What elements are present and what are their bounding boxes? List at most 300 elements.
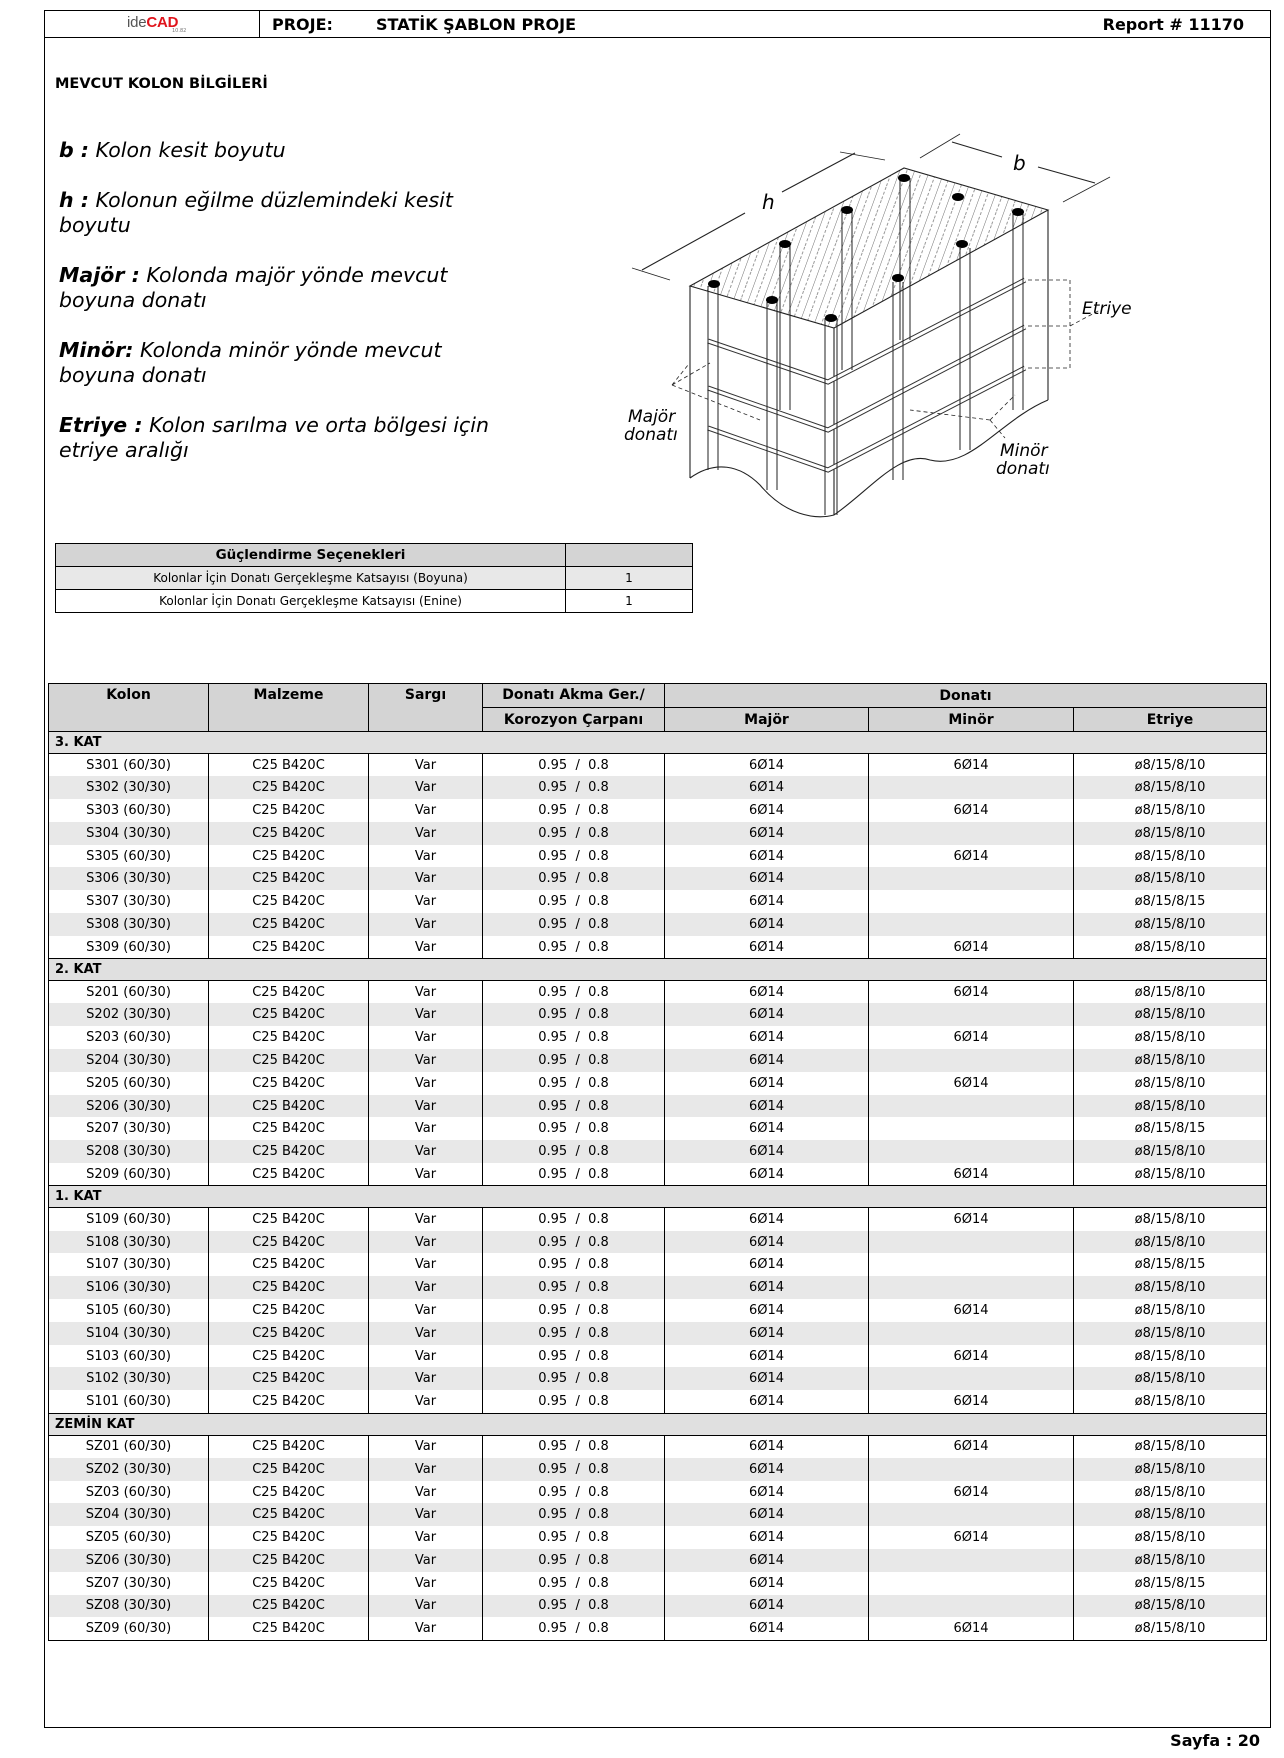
cell-minor (869, 1049, 1074, 1072)
project-name: STATİK ŞABLON PROJE (376, 14, 576, 34)
cell-major: 6Ø14 (665, 1049, 869, 1072)
cell-sargi: Var (369, 1367, 483, 1390)
cell-etriye: ø8/15/8/10 (1074, 845, 1267, 868)
cell-etriye: ø8/15/8/15 (1074, 1117, 1267, 1140)
cell-malzeme: C25 B420C (209, 1595, 369, 1618)
options-row (56, 567, 693, 590)
col-header-kolon: Kolon (49, 684, 209, 732)
cell-akma: 0.95 / 0.8 (483, 1140, 665, 1163)
cell-akma: 0.95 / 0.8 (483, 1481, 665, 1504)
figure-label-minor-1: Minör (1000, 441, 1048, 461)
column-info-table (48, 683, 1267, 1641)
cell-kolon: S306 (30/30) (49, 867, 209, 890)
cell-kolon: S201 (60/30) (49, 981, 209, 1004)
floor-group-row (49, 959, 1267, 981)
cell-major: 6Ø14 (665, 1367, 869, 1390)
cell-malzeme: C25 B420C (209, 1435, 369, 1458)
cell-etriye: ø8/15/8/10 (1074, 1095, 1267, 1118)
cell-sargi: Var (369, 1299, 483, 1322)
idecad-logo (127, 14, 178, 31)
cell-major: 6Ø14 (665, 867, 869, 890)
table-row (49, 1435, 1267, 1458)
cell-etriye: ø8/15/8/10 (1074, 1276, 1267, 1299)
table-body (49, 732, 1267, 1641)
cell-major: 6Ø14 (665, 1299, 869, 1322)
cell-minor: 6Ø14 (869, 1526, 1074, 1549)
cell-major: 6Ø14 (665, 799, 869, 822)
definition-term: b : (59, 138, 90, 162)
cell-akma: 0.95 / 0.8 (483, 1026, 665, 1049)
table-row (49, 1526, 1267, 1549)
cell-malzeme: C25 B420C (209, 1549, 369, 1572)
col-header-donati: Donatı (665, 684, 1267, 708)
figure-label-major-2: donatı (624, 425, 678, 445)
cell-major: 6Ø14 (665, 1276, 869, 1299)
cell-etriye: ø8/15/8/10 (1074, 754, 1267, 777)
cell-sargi: Var (369, 1003, 483, 1026)
table-row (49, 776, 1267, 799)
cell-minor (869, 913, 1074, 936)
cell-akma: 0.95 / 0.8 (483, 1322, 665, 1345)
title-cell (260, 11, 1270, 37)
cell-malzeme: C25 B420C (209, 1367, 369, 1390)
table-row (49, 981, 1267, 1004)
cell-major: 6Ø14 (665, 845, 869, 868)
cell-kolon: S301 (60/30) (49, 754, 209, 777)
cell-kolon: SZ04 (30/30) (49, 1503, 209, 1526)
cell-etriye: ø8/15/8/10 (1074, 1072, 1267, 1095)
definition-b (59, 138, 499, 163)
option-value: 1 (566, 567, 693, 590)
cell-sargi: Var (369, 776, 483, 799)
cell-minor (869, 1549, 1074, 1572)
cell-sargi: Var (369, 867, 483, 890)
figure-label-h: h (762, 190, 775, 214)
cell-major: 6Ø14 (665, 1072, 869, 1095)
cell-sargi: Var (369, 1322, 483, 1345)
cell-malzeme: C25 B420C (209, 1003, 369, 1026)
cell-major: 6Ø14 (665, 1481, 869, 1504)
cell-akma: 0.95 / 0.8 (483, 1117, 665, 1140)
cell-sargi: Var (369, 1072, 483, 1095)
cell-etriye: ø8/15/8/10 (1074, 913, 1267, 936)
figure-label-minor-2: donatı (996, 459, 1050, 479)
cell-akma: 0.95 / 0.8 (483, 1231, 665, 1254)
cell-kolon: S203 (60/30) (49, 1026, 209, 1049)
cell-sargi: Var (369, 913, 483, 936)
cell-akma: 0.95 / 0.8 (483, 913, 665, 936)
options-header-row (56, 544, 693, 567)
cell-major: 6Ø14 (665, 1253, 869, 1276)
definition-term: h : (59, 188, 89, 212)
cell-major: 6Ø14 (665, 1095, 869, 1118)
cell-sargi: Var (369, 1390, 483, 1413)
table-row (49, 1572, 1267, 1595)
cell-minor (869, 1572, 1074, 1595)
cell-sargi: Var (369, 1276, 483, 1299)
cell-kolon: S206 (30/30) (49, 1095, 209, 1118)
cell-sargi: Var (369, 890, 483, 913)
table-row (49, 1481, 1267, 1504)
cell-major: 6Ø14 (665, 1026, 869, 1049)
section-title: MEVCUT KOLON BİLGİLERİ (55, 76, 268, 92)
cell-akma: 0.95 / 0.8 (483, 799, 665, 822)
cell-malzeme: C25 B420C (209, 890, 369, 913)
cell-malzeme: C25 B420C (209, 1208, 369, 1231)
cell-kolon: S101 (60/30) (49, 1390, 209, 1413)
cell-etriye: ø8/15/8/10 (1074, 1458, 1267, 1481)
cell-malzeme: C25 B420C (209, 1390, 369, 1413)
cell-major: 6Ø14 (665, 1617, 869, 1640)
table-row (49, 913, 1267, 936)
cell-major: 6Ø14 (665, 1140, 869, 1163)
cell-akma: 0.95 / 0.8 (483, 1549, 665, 1572)
cell-kolon: S107 (30/30) (49, 1253, 209, 1276)
cell-major: 6Ø14 (665, 1572, 869, 1595)
cell-akma: 0.95 / 0.8 (483, 1617, 665, 1640)
cell-malzeme: C25 B420C (209, 1231, 369, 1254)
cell-malzeme: C25 B420C (209, 799, 369, 822)
cell-malzeme: C25 B420C (209, 1049, 369, 1072)
table-row (49, 1140, 1267, 1163)
cell-malzeme: C25 B420C (209, 1617, 369, 1640)
cell-sargi: Var (369, 1095, 483, 1118)
definition-text: Kolonun eğilme düzlemindeki kesit boyutu (59, 188, 453, 237)
cell-akma: 0.95 / 0.8 (483, 1503, 665, 1526)
definition-h (59, 188, 499, 238)
table-row (49, 1595, 1267, 1618)
cell-etriye: ø8/15/8/10 (1074, 1435, 1267, 1458)
cell-major: 6Ø14 (665, 822, 869, 845)
table-row (49, 1617, 1267, 1640)
table-row (49, 867, 1267, 890)
cell-major: 6Ø14 (665, 913, 869, 936)
cell-sargi: Var (369, 822, 483, 845)
cell-akma: 0.95 / 0.8 (483, 1049, 665, 1072)
floor-group-label: 3. KAT (49, 732, 1267, 754)
table-row (49, 1095, 1267, 1118)
cell-minor (869, 1458, 1074, 1481)
cell-akma: 0.95 / 0.8 (483, 936, 665, 959)
cell-akma: 0.95 / 0.8 (483, 776, 665, 799)
cell-minor (869, 1253, 1074, 1276)
cell-kolon: S307 (30/30) (49, 890, 209, 913)
cell-sargi: Var (369, 1572, 483, 1595)
cell-sargi: Var (369, 1049, 483, 1072)
cell-malzeme: C25 B420C (209, 867, 369, 890)
cell-etriye: ø8/15/8/10 (1074, 1481, 1267, 1504)
cell-kolon: S204 (30/30) (49, 1049, 209, 1072)
cell-etriye: ø8/15/8/10 (1074, 1231, 1267, 1254)
cell-minor: 6Ø14 (869, 754, 1074, 777)
cell-minor: 6Ø14 (869, 845, 1074, 868)
options-header: Güçlendirme Seçenekleri (56, 544, 566, 567)
column-reinforcement-diagram (620, 120, 1160, 520)
cell-kolon: S202 (30/30) (49, 1003, 209, 1026)
cell-sargi: Var (369, 1526, 483, 1549)
cell-sargi: Var (369, 1549, 483, 1572)
table-row (49, 1231, 1267, 1254)
logo-prefix: ide (127, 14, 147, 31)
cell-akma: 0.95 / 0.8 (483, 1299, 665, 1322)
cell-sargi: Var (369, 1481, 483, 1504)
cell-akma: 0.95 / 0.8 (483, 1003, 665, 1026)
definition-term: Etriye : (59, 413, 143, 437)
cell-sargi: Var (369, 1253, 483, 1276)
cell-malzeme: C25 B420C (209, 1299, 369, 1322)
options-header-value (566, 544, 693, 567)
cell-malzeme: C25 B420C (209, 1072, 369, 1095)
cell-akma: 0.95 / 0.8 (483, 1595, 665, 1618)
cell-kolon: S303 (60/30) (49, 799, 209, 822)
cell-kolon: SZ09 (60/30) (49, 1617, 209, 1640)
table-row (49, 1049, 1267, 1072)
cell-malzeme: C25 B420C (209, 1503, 369, 1526)
cell-etriye: ø8/15/8/10 (1074, 1299, 1267, 1322)
floor-group-label: 1. KAT (49, 1186, 1267, 1208)
cell-sargi: Var (369, 1163, 483, 1186)
cell-kolon: S103 (60/30) (49, 1345, 209, 1368)
cell-akma: 0.95 / 0.8 (483, 1163, 665, 1186)
cell-major: 6Ø14 (665, 1345, 869, 1368)
cell-etriye: ø8/15/8/10 (1074, 1208, 1267, 1231)
cell-minor (869, 1003, 1074, 1026)
cell-major: 6Ø14 (665, 1231, 869, 1254)
cell-etriye: ø8/15/8/10 (1074, 1345, 1267, 1368)
cell-minor (869, 1322, 1074, 1345)
cell-kolon: SZ08 (30/30) (49, 1595, 209, 1618)
cell-malzeme: C25 B420C (209, 1345, 369, 1368)
cell-akma: 0.95 / 0.8 (483, 890, 665, 913)
cell-akma: 0.95 / 0.8 (483, 867, 665, 890)
table-row (49, 1072, 1267, 1095)
table-row (49, 1163, 1267, 1186)
cell-kolon: SZ05 (60/30) (49, 1526, 209, 1549)
cell-minor: 6Ø14 (869, 799, 1074, 822)
cell-etriye: ø8/15/8/10 (1074, 1140, 1267, 1163)
cell-malzeme: C25 B420C (209, 776, 369, 799)
cell-kolon: S309 (60/30) (49, 936, 209, 959)
table-row (49, 1503, 1267, 1526)
cell-kolon: S108 (30/30) (49, 1231, 209, 1254)
table-row (49, 1026, 1267, 1049)
figure-label-major-1: Majör (628, 407, 676, 427)
cell-major: 6Ø14 (665, 981, 869, 1004)
cell-kolon: S105 (60/30) (49, 1299, 209, 1322)
floor-group-row (49, 1413, 1267, 1435)
cell-kolon: S106 (30/30) (49, 1276, 209, 1299)
cell-etriye: ø8/15/8/10 (1074, 799, 1267, 822)
cell-sargi: Var (369, 936, 483, 959)
cell-malzeme: C25 B420C (209, 1163, 369, 1186)
cell-kolon: S109 (60/30) (49, 1208, 209, 1231)
cell-major: 6Ø14 (665, 1208, 869, 1231)
cell-etriye: ø8/15/8/10 (1074, 867, 1267, 890)
cell-minor: 6Ø14 (869, 1208, 1074, 1231)
cell-malzeme: C25 B420C (209, 1253, 369, 1276)
cell-etriye: ø8/15/8/10 (1074, 936, 1267, 959)
table-row (49, 845, 1267, 868)
cell-malzeme: C25 B420C (209, 822, 369, 845)
cell-major: 6Ø14 (665, 754, 869, 777)
cell-minor: 6Ø14 (869, 1026, 1074, 1049)
table-row (49, 1117, 1267, 1140)
floor-group-row (49, 1186, 1267, 1208)
cell-akma: 0.95 / 0.8 (483, 754, 665, 777)
cell-minor (869, 1595, 1074, 1618)
table-header-row (49, 684, 1267, 708)
cell-minor (869, 1503, 1074, 1526)
cell-major: 6Ø14 (665, 1003, 869, 1026)
options-row (56, 590, 693, 613)
table-row (49, 822, 1267, 845)
cell-major: 6Ø14 (665, 890, 869, 913)
definition-text: Kolonda majör yönde mevcut boyuna donatı (59, 263, 448, 312)
cell-akma: 0.95 / 0.8 (483, 1345, 665, 1368)
cell-etriye: ø8/15/8/15 (1074, 1253, 1267, 1276)
cell-kolon: S207 (30/30) (49, 1117, 209, 1140)
definition-major (59, 263, 499, 313)
definition-term: Minör: (59, 338, 134, 362)
col-header-sargi: Sargı (369, 684, 483, 732)
cell-major: 6Ø14 (665, 1163, 869, 1186)
cell-sargi: Var (369, 1435, 483, 1458)
project-label: PROJE: (272, 14, 333, 34)
cell-etriye: ø8/15/8/10 (1074, 1617, 1267, 1640)
cell-malzeme: C25 B420C (209, 754, 369, 777)
cell-minor: 6Ø14 (869, 936, 1074, 959)
cell-akma: 0.95 / 0.8 (483, 1572, 665, 1595)
cell-minor (869, 1276, 1074, 1299)
cell-malzeme: C25 B420C (209, 981, 369, 1004)
cell-kolon: SZ02 (30/30) (49, 1458, 209, 1481)
cell-kolon: S205 (60/30) (49, 1072, 209, 1095)
logo-version: 10.82 (172, 28, 187, 34)
definitions-list (59, 138, 499, 488)
cell-etriye: ø8/15/8/10 (1074, 1367, 1267, 1390)
cell-sargi: Var (369, 799, 483, 822)
cell-akma: 0.95 / 0.8 (483, 1526, 665, 1549)
cell-malzeme: C25 B420C (209, 913, 369, 936)
cell-akma: 0.95 / 0.8 (483, 981, 665, 1004)
cell-etriye: ø8/15/8/10 (1074, 1390, 1267, 1413)
cell-etriye: ø8/15/8/10 (1074, 1549, 1267, 1572)
col-header-etriye: Etriye (1074, 708, 1267, 732)
table-row (49, 1458, 1267, 1481)
table-row (49, 1390, 1267, 1413)
cell-sargi: Var (369, 1026, 483, 1049)
cell-major: 6Ø14 (665, 1322, 869, 1345)
cell-minor: 6Ø14 (869, 1390, 1074, 1413)
logo-brand: CAD (146, 14, 179, 31)
table-row (49, 1276, 1267, 1299)
option-value: 1 (566, 590, 693, 613)
floor-group-label: ZEMİN KAT (49, 1413, 1267, 1435)
cell-sargi: Var (369, 1595, 483, 1618)
cell-akma: 0.95 / 0.8 (483, 845, 665, 868)
table-row (49, 1003, 1267, 1026)
cell-malzeme: C25 B420C (209, 936, 369, 959)
cell-minor: 6Ø14 (869, 1481, 1074, 1504)
definition-text: Kolon kesit boyutu (89, 138, 286, 162)
report-header (45, 11, 1270, 38)
cell-major: 6Ø14 (665, 1117, 869, 1140)
table-row (49, 1299, 1267, 1322)
cell-kolon: S209 (60/30) (49, 1163, 209, 1186)
logo-cell (45, 11, 260, 37)
cell-etriye: ø8/15/8/10 (1074, 1503, 1267, 1526)
cell-kolon: S308 (30/30) (49, 913, 209, 936)
cell-minor: 6Ø14 (869, 981, 1074, 1004)
cell-akma: 0.95 / 0.8 (483, 1435, 665, 1458)
cell-minor: 6Ø14 (869, 1345, 1074, 1368)
definition-text: Kolonda minör yönde mevcut boyuna donatı (59, 338, 442, 387)
cell-malzeme: C25 B420C (209, 1276, 369, 1299)
col-header-akma-2: Korozyon Çarpanı (483, 708, 665, 732)
cell-malzeme: C25 B420C (209, 1095, 369, 1118)
cell-etriye: ø8/15/8/10 (1074, 1003, 1267, 1026)
cell-etriye: ø8/15/8/10 (1074, 1322, 1267, 1345)
cell-etriye: ø8/15/8/10 (1074, 776, 1267, 799)
cell-minor (869, 1117, 1074, 1140)
cell-malzeme: C25 B420C (209, 845, 369, 868)
col-header-minor: Minör (869, 708, 1074, 732)
option-label: Kolonlar İçin Donatı Gerçekleşme Katsayısı (Enine) (56, 590, 566, 613)
table-row (49, 1367, 1267, 1390)
cell-etriye: ø8/15/8/15 (1074, 1572, 1267, 1595)
cell-kolon: S305 (60/30) (49, 845, 209, 868)
cell-major: 6Ø14 (665, 1503, 869, 1526)
cell-malzeme: C25 B420C (209, 1322, 369, 1345)
definition-term: Majör : (59, 263, 140, 287)
cell-akma: 0.95 / 0.8 (483, 1208, 665, 1231)
cell-minor (869, 1095, 1074, 1118)
cell-kolon: SZ07 (30/30) (49, 1572, 209, 1595)
cell-sargi: Var (369, 1140, 483, 1163)
cell-minor: 6Ø14 (869, 1617, 1074, 1640)
cell-minor (869, 890, 1074, 913)
cell-malzeme: C25 B420C (209, 1026, 369, 1049)
cell-kolon: S102 (30/30) (49, 1367, 209, 1390)
cell-minor (869, 776, 1074, 799)
floor-group-row (49, 732, 1267, 754)
cell-akma: 0.95 / 0.8 (483, 1458, 665, 1481)
cell-akma: 0.95 / 0.8 (483, 1072, 665, 1095)
table-row (49, 799, 1267, 822)
cell-kolon: S304 (30/30) (49, 822, 209, 845)
table-row (49, 1322, 1267, 1345)
cell-sargi: Var (369, 1345, 483, 1368)
cell-etriye: ø8/15/8/10 (1074, 1595, 1267, 1618)
col-header-malzeme: Malzeme (209, 684, 369, 732)
col-header-major: Majör (665, 708, 869, 732)
figure-label-b: b (1013, 151, 1026, 175)
cell-kolon: S104 (30/30) (49, 1322, 209, 1345)
table-row (49, 936, 1267, 959)
cell-major: 6Ø14 (665, 1458, 869, 1481)
cell-sargi: Var (369, 981, 483, 1004)
cell-malzeme: C25 B420C (209, 1481, 369, 1504)
definition-text: Kolon sarılma ve orta bölgesi için etriye aralığı (59, 413, 489, 462)
cell-etriye: ø8/15/8/10 (1074, 981, 1267, 1004)
figure-label-etriye: Etriye (1082, 299, 1132, 319)
cell-sargi: Var (369, 1117, 483, 1140)
cell-akma: 0.95 / 0.8 (483, 1367, 665, 1390)
cell-etriye: ø8/15/8/10 (1074, 1049, 1267, 1072)
cell-major: 6Ø14 (665, 1526, 869, 1549)
option-label: Kolonlar İçin Donatı Gerçekleşme Katsayısı (Boyuna) (56, 567, 566, 590)
floor-group-label: 2. KAT (49, 959, 1267, 981)
